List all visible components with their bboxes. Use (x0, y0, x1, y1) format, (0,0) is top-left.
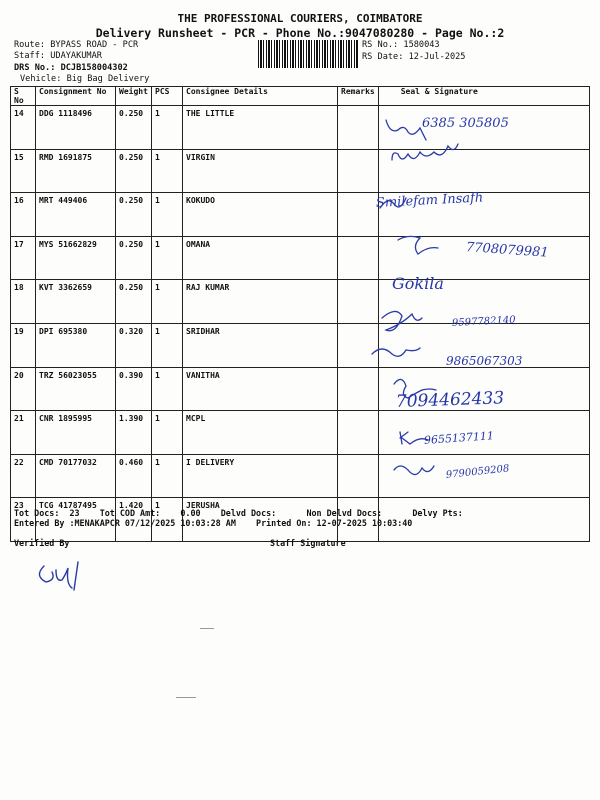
cell-pcs: 1 (152, 411, 183, 455)
cell-sno: 16 (11, 193, 36, 237)
cell-pcs: 1 (152, 323, 183, 367)
cell-consignment: RMD 1691875 (36, 149, 116, 193)
cell-sno: 18 (11, 280, 36, 324)
scan-mark (200, 628, 214, 629)
cell-weight: 0.250 (116, 280, 152, 324)
cell-pcs: 1 (152, 236, 183, 280)
cell-weight: 0.390 (116, 367, 152, 411)
cell-weight: 0.250 (116, 149, 152, 193)
handwritten-name-18: Gokila (392, 274, 444, 293)
col-remarks: Remarks (338, 87, 379, 106)
route-info: Route: BYPASS ROAD - PCR (14, 40, 139, 50)
cell-sno: 17 (11, 236, 36, 280)
cell-sno: 21 (11, 411, 36, 455)
cell-consignment: DPI 695380 (36, 323, 116, 367)
verified-by-label: Verified By (14, 538, 70, 548)
signature-row-20 (372, 348, 420, 356)
cell-consignment: MYS 51662829 (36, 236, 116, 280)
col-consignment: Consignment No (36, 87, 116, 106)
handwritten-phone-14: 6385 305805 (422, 116, 509, 131)
cell-consignee: OMANA (183, 236, 338, 280)
cell-consignee: THE LITTLE (183, 106, 338, 150)
rs-date: RS Date: 12-Jul-2025 (362, 52, 466, 62)
cell-weight: 0.250 (116, 236, 152, 280)
handwritten-name-16: Smilefam Insafh (375, 190, 484, 211)
cell-weight: 1.390 (116, 411, 152, 455)
cell-consignment: KVT 3362659 (36, 280, 116, 324)
signature-row-14 (386, 120, 426, 140)
rs-number: RS No.: 1580043 (362, 40, 440, 50)
cell-consignment: CMD 70177032 (36, 454, 116, 498)
cell-pcs: 1 (152, 106, 183, 150)
cell-weight: 1.420 (116, 498, 152, 542)
company-title: THE PROFESSIONAL COURIERS, COIMBATORE (177, 12, 423, 25)
handwritten-phone-20: 9865067303 (446, 354, 523, 368)
signature-row-17 (398, 236, 438, 254)
entered-by-line: Entered By :MENAKAPCR 07/12/2025 10:03:28 AM Printed On: 12-07-2025 10:03:40 (14, 518, 413, 528)
drs-number: DRS No.: DCJB158004302 (14, 63, 128, 73)
cell-sno: 19 (11, 323, 36, 367)
handwritten-phone-23: 9790059208 (445, 463, 510, 481)
handwritten-phone-22: 9655137111 (423, 429, 495, 447)
cell-sno: 20 (11, 367, 36, 411)
cell-pcs: 1 (152, 149, 183, 193)
cell-sno: 15 (11, 149, 36, 193)
handwritten-phone-21: 7094462433 (395, 388, 505, 412)
cell-consignee: I DELIVERY (183, 454, 338, 498)
staff-info: Staff: UDAYAKUMAR (14, 51, 102, 61)
col-sno: S No (11, 87, 36, 106)
cell-sno: 14 (11, 106, 36, 150)
cell-consignee: VANITHA (183, 367, 338, 411)
col-consignee: Consignee Details (183, 87, 338, 106)
vehicle-info: Vehicle: Big Bag Delivery (20, 74, 150, 84)
cell-consignment: MRT 449406 (36, 193, 116, 237)
cell-consignment: TRZ 56023055 (36, 367, 116, 411)
cell-consignee: RAJ KUMAR (183, 280, 338, 324)
cell-consignment: DDG 1118496 (36, 106, 116, 150)
runsheet-subtitle: Delivery Runsheet - PCR - Phone No.:9047080280 - Page No.:2 (95, 26, 505, 40)
cell-pcs: 1 (152, 498, 183, 542)
cell-pcs: 1 (152, 454, 183, 498)
cell-consignee: SRIDHAR (183, 323, 338, 367)
cell-weight: 0.250 (116, 193, 152, 237)
handwritten-phone-19: 9597782140 (451, 314, 516, 329)
totals-line: Tot Docs: 23 Tot COD Amt: 0.00 Delvd Docs: Non Delvd Docs: Delvy Pts: (14, 508, 463, 518)
col-pcs: PCS (152, 87, 183, 106)
cell-consignee: VIRGIN (183, 149, 338, 193)
col-signature: Seal & Signature (378, 87, 589, 106)
cell-sno: 23 (11, 498, 36, 542)
cell-consignee: MCPL (183, 411, 338, 455)
scan-mark (176, 697, 196, 698)
cell-pcs: 1 (152, 193, 183, 237)
handwritten-phone-17: 7708079981 (465, 240, 550, 261)
cell-pcs: 1 (152, 280, 183, 324)
cell-consignment: TCG 41787495 (36, 498, 116, 542)
signature-row-15 (392, 144, 458, 160)
signature-row-23 (394, 466, 434, 475)
col-weight: Weight (116, 87, 152, 106)
cell-consignment: CNR 1895995 (36, 411, 116, 455)
signature-row-19 (382, 311, 422, 330)
staff-signature-label: Staff Signature (270, 538, 346, 548)
cell-weight: 0.250 (116, 106, 152, 150)
cell-sno: 22 (11, 454, 36, 498)
cell-weight: 0.460 (116, 454, 152, 498)
cell-weight: 0.320 (116, 323, 152, 367)
cell-consignee: JERUSHA (183, 498, 338, 542)
cell-consignee: KOKUDO (183, 193, 338, 237)
cell-pcs: 1 (152, 367, 183, 411)
verifier-signature (30, 556, 110, 596)
